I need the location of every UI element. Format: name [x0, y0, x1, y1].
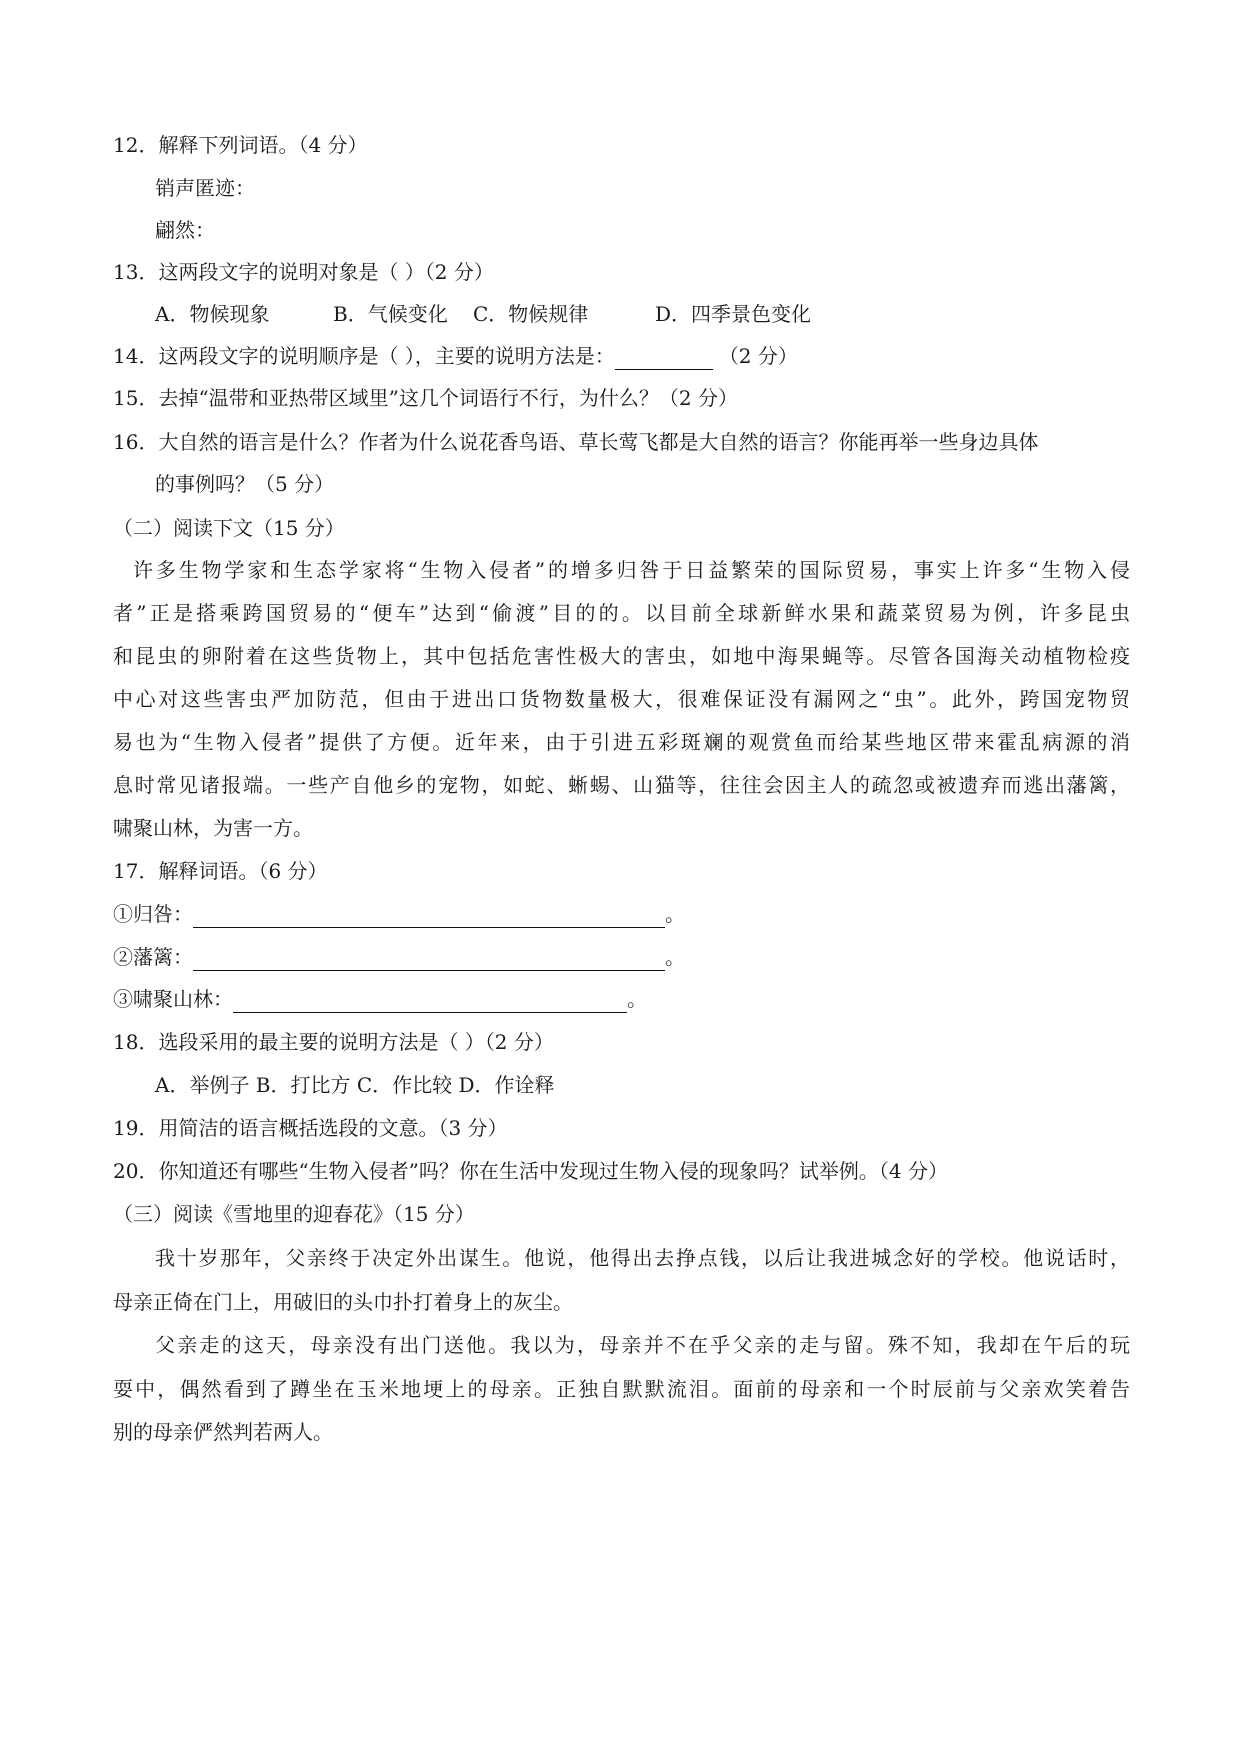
question-13-title: 13．这两段文字的说明对象是（ ）（2 分）	[113, 260, 494, 284]
passage-line: 许多生物学家和生态学家将“生物入侵者”的增多归咎于日益繁荣的国际贸易，事实上许多“生物入侵	[133, 558, 1130, 582]
story-line: 耍中，偶然看到了蹲坐在玉米地埂上的母亲。正独自默默流泪。面前的母亲和一个时辰前与父亲欢笑着告	[113, 1377, 1130, 1401]
question-16-line-1: 16．大自然的语言是什么？作者为什么说花香鸟语、草长莺飞都是大自然的语言？你能再举一些身边具体	[113, 430, 1039, 454]
question-12-term-2: 翩然：	[155, 218, 215, 242]
passage-line: 中心对这些害虫严加防范，但由于进出口货物数量极大，很难保证没有漏网之“虫”。此外，跨国宠物贸	[113, 687, 1130, 711]
section-2-heading: （二）阅读下文（15 分）	[113, 516, 345, 540]
question-14-suffix: （2 分）	[718, 344, 798, 368]
passage-line: 啸聚山林，为害一方。	[113, 816, 313, 840]
option-d: D．四季景色变化	[655, 302, 812, 326]
question-17-item-1	[113, 900, 685, 928]
question-18-options: A．举例子 B．打比方 C．作比较 D．作诠释	[155, 1073, 555, 1097]
option-a: A．物候现象	[155, 302, 270, 326]
item-label: ①归咎：	[113, 902, 193, 926]
question-20-title: 20．你知道还有哪些“生物入侵者”吗？你在生活中发现过生物入侵的现象吗？试举例。（4 分）	[113, 1159, 948, 1183]
question-17-item-3	[113, 985, 647, 1013]
passage-line: 息时常见诸报端。一些产自他乡的宠物，如蛇、蜥蜴、山猫等，往往会因主人的疏忽或被遗弃而逃出藩篱，	[113, 773, 1130, 797]
answer-blank[interactable]	[233, 990, 627, 1013]
answer-blank[interactable]	[615, 347, 713, 370]
passage-line: 和昆虫的卵附着在这些货物上，其中包括危害性极大的害虫，如地中海果蝇等。尽管各国海关动植物检疫	[113, 644, 1130, 668]
question-14	[113, 342, 798, 370]
question-17-title: 17．解释词语。（6 分）	[113, 859, 328, 883]
story-line: 别的母亲俨然判若两人。	[113, 1420, 333, 1444]
story-line: 母亲正倚在门上，用破旧的头巾扑打着身上的灰尘。	[113, 1290, 573, 1314]
item-end: 。	[665, 945, 685, 969]
item-end: 。	[665, 902, 685, 926]
question-16-line-2: 的事例吗？（5 分）	[155, 472, 335, 496]
option-c: C．物候规律	[473, 302, 589, 326]
story-line: 父亲走的这天，母亲没有出门送他。我以为，母亲并不在乎父亲的走与留。殊不知，我却在午后的玩	[155, 1333, 1130, 1357]
question-19-title: 19．用简洁的语言概括选段的文意。（3 分）	[113, 1116, 508, 1140]
item-label: ②藩篱：	[113, 945, 193, 969]
question-18-title: 18．选段采用的最主要的说明方法是（ ）（2 分）	[113, 1030, 554, 1054]
question-12-title: 12．解释下列词语。（4 分）	[113, 133, 368, 157]
question-14-prefix: 14．这两段文字的说明顺序是（ ），主要的说明方法是：	[113, 344, 615, 368]
question-17-item-2	[113, 943, 685, 971]
item-label: ③啸聚山林：	[113, 987, 233, 1011]
item-end: 。	[627, 987, 647, 1011]
question-13-options	[155, 300, 811, 328]
passage-line: 者”正是搭乘跨国贸易的“便车”达到“偷渡”目的的。以目前全球新鲜水果和蔬菜贸易为例，许多昆虫	[113, 601, 1130, 625]
option-b: B．气候变化	[333, 302, 448, 326]
answer-blank[interactable]	[193, 905, 665, 928]
section-3-heading: （三）阅读《雪地里的迎春花》（15 分）	[113, 1202, 475, 1226]
question-15-title: 15．去掉“温带和亚热带区域里”这几个词语行不行，为什么？（2 分）	[113, 386, 738, 410]
question-12-term-1: 销声匿迹：	[155, 176, 255, 200]
answer-blank[interactable]	[193, 948, 665, 971]
story-line: 我十岁那年，父亲终于决定外出谋生。他说，他得出去挣点钱，以后让我进城念好的学校。他说话时，	[155, 1246, 1130, 1270]
passage-line: 易也为“生物入侵者”提供了方便。近年来，由于引进五彩斑斓的观赏鱼而给某些地区带来霍乱病源的消	[113, 730, 1130, 754]
